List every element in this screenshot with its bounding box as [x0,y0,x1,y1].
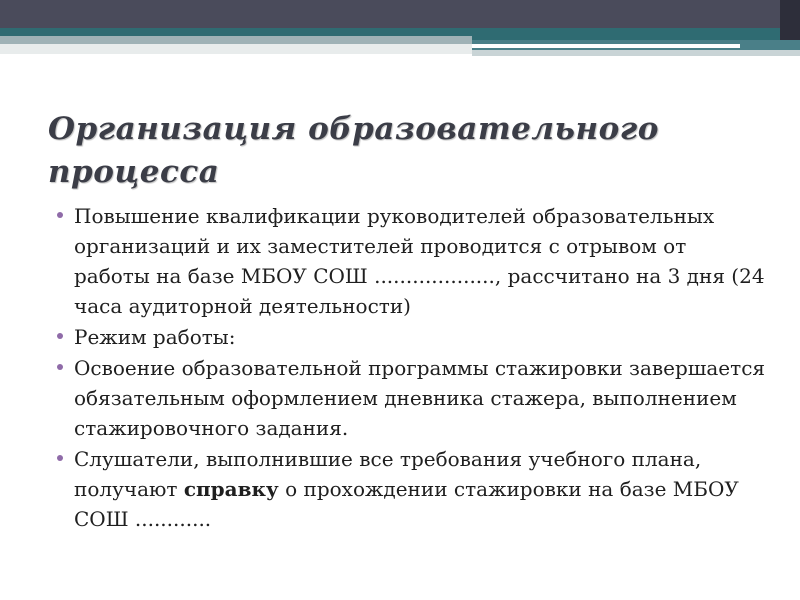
header-bar-gray [0,44,472,54]
bullet-dot-icon [57,364,63,370]
header-stripe-white [472,44,740,48]
bullet-item-1 [56,201,768,321]
bullet-dot-icon [57,212,63,218]
header-bar-dark [0,0,800,28]
bullet-text-before: Слушатели, выполнившие все требования учебного плана, получают [74,447,702,501]
bullet-text-after: о прохождении стажировки на базе МБОУ СОШ ............ [74,477,739,531]
bullet-text: Повышение квалификации руководителей образовательных организаций и их заместителей проводится с отрывом от работы на базе МБОУ СОШ ..................., рассчитано на 3 дня (24 часа аудиторной деятельности) [74,204,765,318]
bullet-item-3 [56,353,768,443]
bullet-item-2 [56,322,768,352]
header-accent-corner [780,0,800,40]
bullet-text: Режим работы: [74,325,236,349]
bullet-text: Освоение образовательной программы стажировки завершается обязательным оформлением дневника стажера, выполнением стажировочного задания. [74,356,766,440]
bullet-item-4 [56,444,768,534]
bullet-dot-icon [57,333,63,339]
header-bar-light-right [472,50,800,56]
bullet-dot-icon [57,455,63,461]
slide-title: Организация образовательного процесса [48,111,659,190]
header-bar-light-left [0,36,472,44]
bullet-list [56,201,768,535]
bullet-text-bold: справку [183,477,279,501]
